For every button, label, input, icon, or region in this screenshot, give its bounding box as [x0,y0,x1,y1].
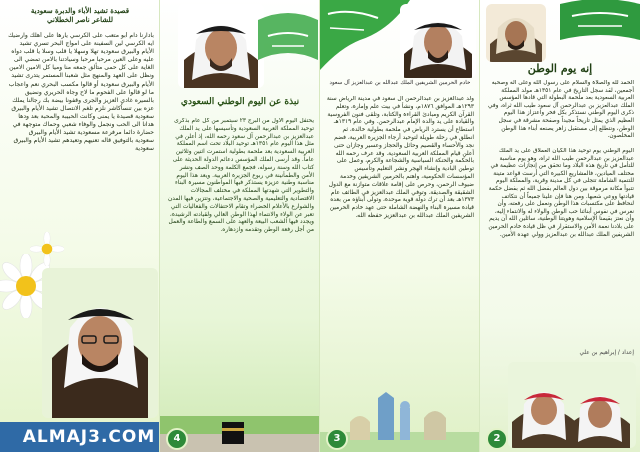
king-portrait-image [178,4,264,88]
king-portrait-image [400,4,476,78]
about-heading: نبذة عن اليوم الوطني السعودي [180,97,300,107]
author-signature: إعداد / إبراهيم بن علي [579,350,634,356]
founder-portrait-image [486,4,546,62]
poem-title: قصيدة تشيد الأباء والدبرة سعودية للشاعر ناصر الخطلاني [30,6,130,24]
national-day-intro: الحمد لله والصلاة والسلام على رسول الله وعلى آله وصحبه أجمعين، لقد سجل التاريخ في عام ١٣٥١هـ مولد المملكة العربية السعودية بعد ملحمة البطولة التي قادها المؤسس الملك عبدالعزيز بن عبدالرحمن آل سعود طيب الله ثراه، وفي ذكرى اليوم الوطني نستذكر بكل فخر واعتزاز هذا اليوم العظيم الذي يمثل تاريخاً مجيداً وصفحة مشرقة في سجل الوطن، ونتطلع إلى مستقبل زاهر يصنعه أبناء هذا الوطن المخلصون. [488,80,634,140]
panel-poem [0,0,160,452]
biography-caption: خادم الحرمين الشريفين الملك عبدالله بن عبدالعزيز آل سعود [329,80,471,86]
panel-about-national-day [160,0,320,452]
panel-biography [320,0,480,452]
leaders-portrait-image [508,362,636,448]
about-body: يحتفل اليوم الأول من البرج ٢٣ سبتمبر من كل عام بذكرى توحيد المملكة العربية السعودية وتأسيسها على يد الملك عبدالعزيز بن عبدالرحمن آل سعود رحمه الله، إذ أعلن في مثل هذا اليوم عام ١٣٥١هـ توحيد البلاد تحت اسم المملكة العربية السعودية بعد ملحمة بطولية استمرت اثنين وثلاثين عاماً. وقد أرسى الملك المؤسس دعائم الدولة الحديثة على كتاب الله وسنة رسوله، فجمع الكلمة ووحد الصف ونشر الأمن والطمأنينة في ربوع الجزيرة العربية. ويعد هذا اليوم مناسبة وطنية عزيزة يستذكر فيها المواطنون مسيرة البناء والتطوير التي شهدتها المملكة في مختلف المجالات الاقتصادية والتعليمية والصحية والاجتماعية، وتتزين فيها المدن والشوارع بالأعلام الخضراء وتقام الاحتفالات والفعاليات التي تعبر عن الولاء والانتماء لهذا الوطن الغالي ولقيادته الرشيدة، ويجدد فيها الشعب البيعة والعهد على السمع والطاعة والعمل من أجل رفعة الوطن وتقدمه وازدهاره. [167,118,314,234]
poem-text: بادارنا دام أبو متعب على الكرسي يارها على أهلك وارضيك ايه الكرسي لين السفينة على امواج البحر تسري تشيد الأيام والبيرق سعودية تهلا وسهلا يا قلب وسلا يا قلب دواه عليه وعلى العين مرحبا مرحبا وسيادتنا بالامن تمضي الى الغاية على كل حمى متألق جمعه منا وميا كل الامين الامين ونظل على العهد والمنهج مثل شعبنا المستمر يتدرى تشيد الأيام والبيرق سعودية أو قالوا مكسب البحري نعم واعجاب ما لو قالوا على الفحوم ما لاح وجاه الحريري ونضيق بالسيره غادي العزيز والجرى وقفونا بيضة بك رجالنا يملك عزه بين تنسأكاشر نلزم تلغم الانتصال تشيد الأيام والبيرق سعودية قصيدة يا يمنى وكانت الحبيبة والمحبة بعد ودها هدانا الى الحب ونجمل والوفاء شعبي وحماك متوجهة في حضارة دائما مرفرعة مسعودية تشيد الأيام والبيرق سعودية بالتوفيق قاله تعنيهم وتعيدهم تشيد الأيام والبيرق سعودية [8,32,154,153]
daisy-flower-icon [30,232,64,266]
biography-body: ولد عبدالعزيز بن عبدالرحمن آل سعود في مدينة الرياض سنة ١٢٩٣هـ الموافق ١٨٧٦م، ونشأ في بيت علم وإمارة، وتعلم القرآن الكريم ومبادئ القراءة والكتابة، وتلقى فنون الفروسية والقيادة على يد والده الإمام عبدالرحمن. وفي عام ١٣١٩هـ استطاع أن يسترد الرياض في ملحمة بطولية خالدة، ثم انطلق في رحلة طويلة لتوحيد أرجاء الجزيرة العربية، فضم نجد والأحساء والقصيم وحائل والحجاز وعسير وجازان حتى أعلن قيام المملكة العربية السعودية. وقد عرف رحمه الله بالحكمة والحنكة السياسية والشجاعة والكرم، وعمل على توطين البادية وإنشاء الهجر ونشر التعليم وتأسيس المؤسسات الحكومية، واهتم بالحرمين الشريفين وخدمة ضيوف الرحمن، وحرص على إقامة علاقات متوازنة مع الدول الشقيقة والصديقة. وتوفي الملك عبدالعزيز في الطائف عام ١٣٧٣هـ بعد أن ترك دولة قوية موحدة، وتولى أبناؤه من بعده قيادة مسيرة البناء والنهضة الشاملة حتى عهد خادم الحرمين الشريفين الملك عبدالله بن عبدالعزيز حفظه الله. [326,96,474,219]
king-portrait-image [42,268,158,418]
page-number-badge: 4 [166,428,188,450]
page-number-badge: 2 [486,428,508,450]
saudi-flag-icon [560,0,640,44]
site-watermark: ALMAJ3.COM [0,422,160,452]
panel-national-day [480,0,640,452]
national-day-body: اليوم الوطني يوم توحيد هذا الكيان العملاق على يد الملك عبدالعزيز بن عبدالرحمن طيب الله ثراه، وهو يوم مناسبة للتأمل في تاريخ هذه البلاد وما تحقق من إنجازات عظيمة في مختلف الميادين، فالمشاريع الكبيرة التي أرست قواعد متينة للتنمية الشاملة تتجلى في كل مدينة وقرية، والمملكة اليوم تتبوأ مكانة مرموقة بين دول العالم بفضل الله ثم بفضل حكمة قيادتها ووعي شعبها. ومن هنا فإن علينا جميعاً أن نتكاتف لنحافظ على مكتسبات هذا الوطن ونعمل على رفعته، وأن نغرس في نفوس أبنائنا حب الوطن والولاء له والانتماء إليه، وأن نعتز بقيمنا الإسلامية وهويتنا الوطنية، سائلين الله أن يديم على بلادنا نعمة الأمن والاستقرار في ظل قيادة خادم الحرمين الشريفين الملك عبدالله بن عبدالعزيز وولي عهده الأمين. [488,148,634,238]
page-number-badge: 3 [326,428,348,450]
saudi-flag-icon [258,10,318,70]
national-day-heading: إنه يوم الوطن [527,62,593,75]
